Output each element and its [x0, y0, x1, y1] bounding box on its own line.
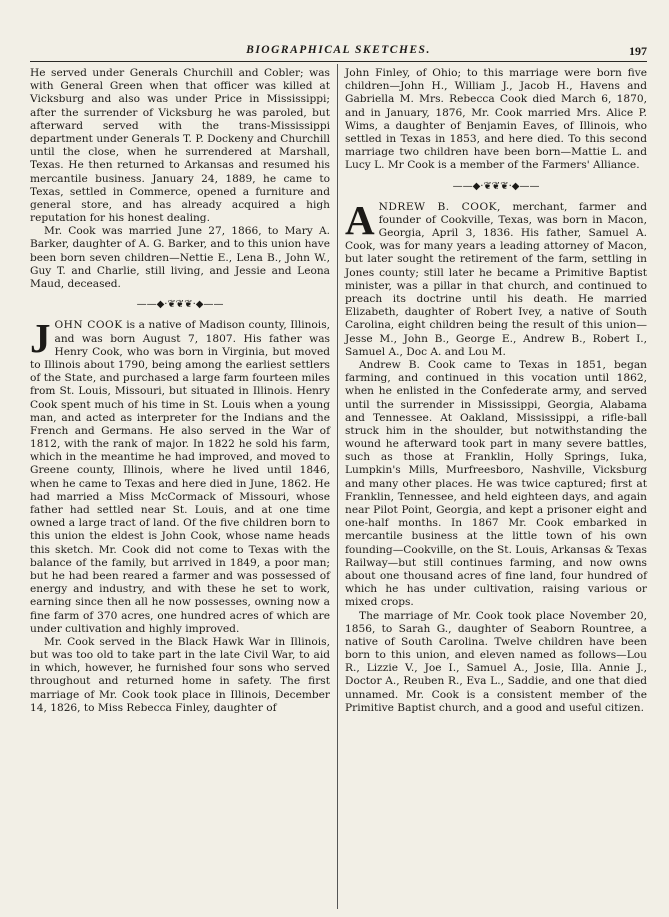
column-divider	[337, 64, 338, 909]
andrew-cook-bio-text: merchant, farmer and founder of Cookville, Texas, was born in Macon, Georgia, April 3, 1836. His father, Samuel A. Cook, was for many years a leading attorney of Macon, but later sought the retirement of the farm, settling in Jones county; still later he became a Primitive Baptist minister, was a pillar in that church, and continued to preach its doctrine until his death. He married Elizabeth, daughter of Robert Ivey, a native of South Carolina, eight children being the result of this union—Jesse M., John B., George E., Andrew B., Robert I., Samuel A., Doc A. and Lou M.	[345, 200, 647, 358]
paragraph-john-cook-bio	[30, 315, 330, 636]
header-rule	[30, 61, 647, 62]
paragraph-barker-service: He served under Generals Churchill and Cobler; was with General Green when that officer was killed at Vicksburg and also was under Price in Mississippi; after the surrender of Vicksburg he was paroled, but afterward served with the trans-Mississippi department under Generals T. P. Dockeny and Churchill until the close, when he surrendered at Marshall, Texas. He then returned to Arkansas and resumed his mercantile business. January 24, 1889, he came to Texas, settled in Commerce, opened a furniture and general store, and has already acquired a high reputation for his honest dealing.	[30, 67, 330, 225]
drop-cap-a: A	[345, 196, 375, 243]
john-cook-name: OHN COOK	[54, 319, 123, 332]
paragraph-barker-marriage: Mr. Cook was married June 27, 1866, to Mary A. Barker, daughter of A. G. Barker, and to this union have been born seven children—Nettie E., Lena B., John W., Guy T. and Charlie, still living, and Jessie and Leona Maud, deceased.	[30, 225, 330, 290]
running-title: BIOGRAPHICAL SKETCHES.	[246, 44, 431, 56]
paragraph-john-cook-marriages: John Finley, of Ohio; to this marriage were born five children—John H., William J., Jacob H., Havens and Gabriella M. Mrs. Rebecca Cook died March 6, 1870, and in January, 1876, Mr. Cook married Mrs. Alice P. Wims, a daughter of Benjamin Eaves, of Illinois, who settled in Texas in 1853, and here died. To this second marriage two children have been born—Mattie L. and Lucy L. Mr Cook is a member of the Farmers' Alliance.	[345, 67, 647, 172]
drop-cap-j: J	[30, 315, 51, 362]
paragraph-andrew-cook-bio	[345, 196, 647, 359]
paragraph-john-cook-war: Mr. Cook served in the Black Hawk War in Illinois, but was too old to take part in the late Civil War, to aid in which, however, he furnished four sons who served throughout and returned home in safety. The first marriage of Mr. Cook took place in Illinois, December 14, 1826, to Miss Rebecca Finley, daughter of	[30, 635, 330, 714]
page-header	[30, 44, 647, 62]
paragraph-andrew-cook-career: Andrew B. Cook came to Texas in 1851, began farming, and continued in this vocation until 1862, when he enlisted in the Confederate army, and served until the surrender in Mississippi, Georgia, Alabama and Tennessee. At Oakland, Mississippi, a rifle-ball struck him in the shoulder, but notwithstanding the wound he afterward took part in many severe battles, such as those at Franklin, Holly Springs, Iuka, Lumpkin's Mills, Murfreesboro, Nashville, Vicksburg and many other places. He was twice captured; first at Franklin, Tennessee, and held eighteen days, and again near Pilot Point, Georgia, and kept a prisoner eight and one-half months. In 1867 Mr. Cook embarked in mercantile business at the little town of his own founding—Cookville, on the St. Louis, Arkansas & Texas Railway—but still continues farming, and now owns about one thousand acres of fine land, four hundred of which he has under cultivation, raising various or mixed crops.	[345, 358, 647, 609]
section-ornament: ——◆·❦❦❦·◆——	[452, 180, 540, 192]
paragraph-andrew-cook-marriage: The marriage of Mr. Cook took place November 20, 1856, to Sarah G., daughter of Seaborn Rountree, a native of South Carolina. Twelve children have been born to this union, and eleven named as follows—Lou R., Lizzie V., Joe I., Samuel A., Josie, Illa. Annie J., Doctor A., Reuben R., Eva L., Saddie, and one that died unnamed. Mr. Cook is a consistent member of the Primitive Baptist church, and a good and useful citizen.	[345, 609, 647, 714]
andrew-cook-name: NDREW B. COOK,	[378, 200, 501, 213]
left-column	[30, 67, 330, 715]
page-number: 197	[629, 44, 647, 58]
john-cook-bio-text: is a native of Madison county, Illinois, and was born August 7, 1807. His father was Henry Cook, who was born in Virginia, but moved to Illinois about 1790, being among the earliest settlers of the State, and purchased a large farm fourteen miles from St. Louis, Missouri, but situated in Illinois. Henry Cook spent much of his time in St. Louis when a young man, and acted as interpreter for the Indians and the French and Germans. He also served in the War of 1812, with the rank of major. In 1822 he sold his farm, which in the meantime he had improved, and moved to Greene county, Illinois, where he lived until 1846, when he came to Texas and here died in June, 1862. He had married a Miss McCormack of Missouri, whose father had settled near St. Louis, and at one time owned a large tract of land. Of the five children born to this union the eldest is John Cook, whose name heads this sketch. Mr. Cook did not come to Texas with the balance of the family, but arrived in 1849, a poor man; but he had been reared a farmer and was possessed of energy and industry, and with these he set to work, earning since then all he now possesses, owning now a fine farm of 370 acres, one hundred acres of which are under cultivation and highly improved.	[30, 319, 330, 635]
section-ornament: ——◆·❦❦❦·◆——	[136, 299, 224, 311]
right-column	[345, 67, 647, 715]
